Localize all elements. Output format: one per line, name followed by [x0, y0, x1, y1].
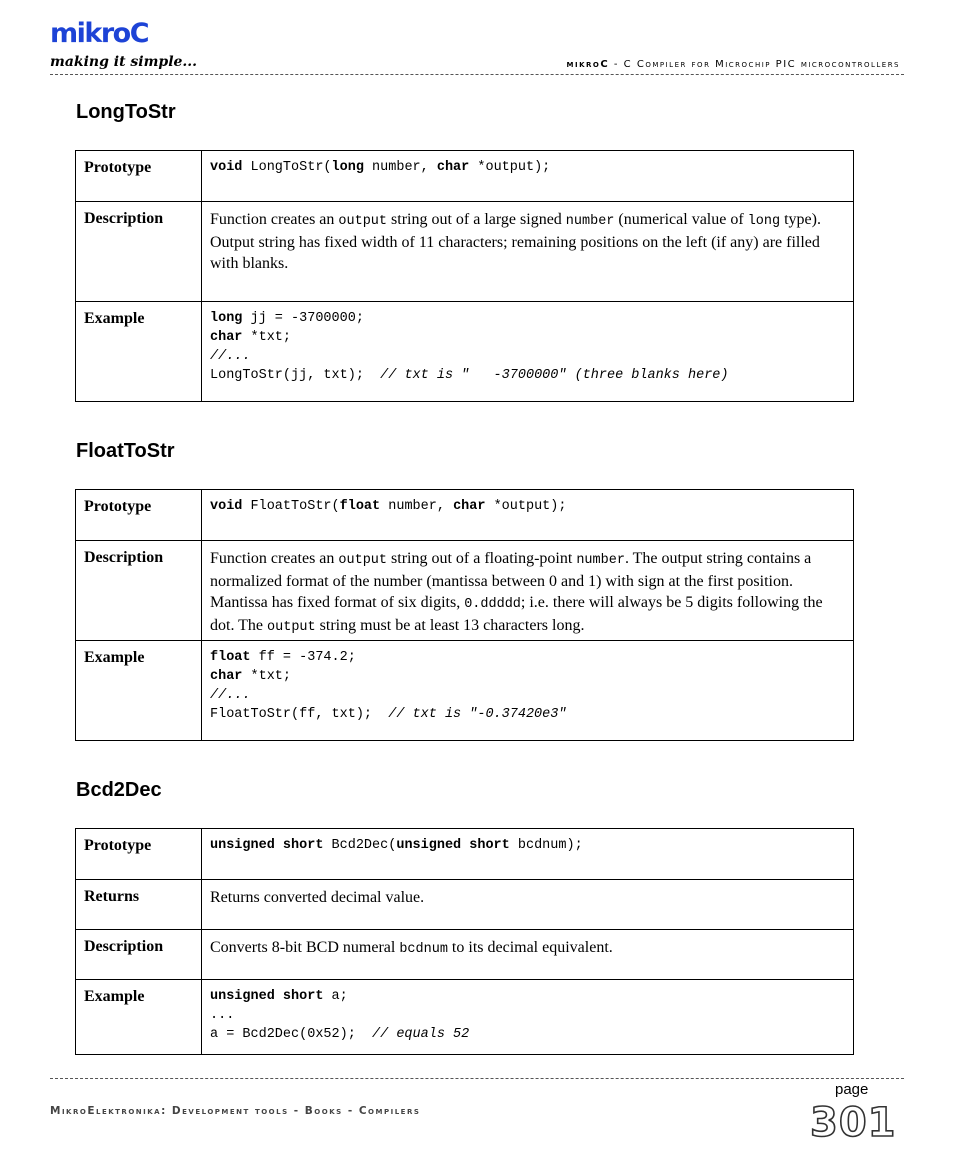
row-label: Description: [76, 541, 202, 641]
code-block: [210, 497, 845, 516]
page-number: 301: [810, 1100, 897, 1146]
description-text: Function creates an: [210, 550, 339, 567]
code-text: *txt;: [242, 330, 292, 345]
inline-code: bcdnum: [399, 942, 448, 957]
row-label: Example: [76, 980, 202, 1055]
code-comment: // equals 52: [372, 1027, 470, 1042]
prototype-cell: [202, 490, 854, 541]
code-text: number,: [363, 160, 437, 175]
section-title-longtostr: LongToStr: [76, 101, 176, 123]
inline-code: output: [338, 214, 388, 229]
description-text: Function creates an: [210, 211, 339, 228]
code-keyword: void: [210, 499, 243, 514]
header-title: [567, 60, 900, 70]
code-block: [210, 648, 845, 724]
example-cell: [202, 641, 854, 741]
description-text: Converts 8-bit BCD numeral: [210, 939, 400, 956]
code-text: LongToStr(: [242, 160, 332, 175]
row-label: Description: [76, 930, 202, 980]
code-keyword: char: [210, 669, 243, 684]
returns-cell: [202, 880, 854, 930]
bcd2dec-table: [75, 828, 854, 1055]
description-cell: [202, 930, 854, 980]
code-text: number,: [380, 499, 454, 514]
code-block: [210, 987, 845, 1044]
footer-text: MikroElektronika: Development tools - Books - Compilers: [50, 1105, 421, 1117]
description-cell: [202, 202, 854, 302]
tagline: making it simple...: [50, 54, 198, 70]
code-block: [210, 836, 845, 855]
section-title-bcd2dec: Bcd2Dec: [76, 779, 162, 801]
code-block: [210, 158, 845, 177]
row-label: Prototype: [76, 829, 202, 880]
code-comment: // txt is "-0.37420e3": [388, 707, 567, 722]
code-text: ...: [210, 1008, 235, 1023]
description-text: . The output string contains a normalized format of the number (mantissa between 0 and 1) with sign at the first position. Mantissa has fixed format of six digits,: [210, 550, 812, 611]
code-text: Bcd2Dec(: [323, 838, 397, 853]
code-text: ff = -374.2;: [250, 650, 356, 665]
mikroc-logo: mikroC: [50, 18, 149, 49]
row-label: Returns: [76, 880, 202, 930]
description-text: string out of a large signed: [387, 211, 566, 228]
code-keyword: float: [339, 499, 381, 514]
floattostr-table: [75, 489, 854, 741]
description-cell: [202, 541, 854, 641]
page-label: page: [835, 1081, 869, 1098]
code-keyword: char: [453, 499, 486, 514]
code-keyword: void: [210, 160, 243, 175]
example-cell: [202, 980, 854, 1055]
code-comment: //...: [210, 688, 251, 703]
code-comment: //...: [210, 349, 251, 364]
row-label: Example: [76, 302, 202, 402]
example-cell: [202, 302, 854, 402]
header-divider: [50, 74, 904, 75]
description-text: to its decimal equivalent.: [447, 939, 613, 956]
header-title-brand: mikroC: [566, 59, 610, 70]
code-text: *output);: [469, 160, 551, 175]
description-text: Returns converted decimal value.: [210, 889, 425, 906]
code-text: jj = -3700000;: [242, 311, 364, 326]
code-text: LongToStr(jj, txt);: [210, 368, 381, 383]
code-text: bcdnum);: [509, 838, 583, 853]
inline-code: output: [338, 553, 388, 568]
code-text: FloatToStr(: [242, 499, 340, 514]
prototype-cell: [202, 151, 854, 202]
inline-code: 0.ddddd: [464, 597, 521, 612]
code-text: a = Bcd2Dec(0x52);: [210, 1027, 373, 1042]
code-block: [210, 309, 845, 385]
row-label: Prototype: [76, 490, 202, 541]
description-text: type). Output string has fixed width of 11 characters; remaining positions on the left (if any) are filled with blanks.: [210, 211, 821, 272]
row-label: Prototype: [76, 151, 202, 202]
code-keyword: char: [436, 160, 470, 175]
description-text: (numerical value of: [614, 211, 748, 228]
code-keyword: unsigned short: [210, 838, 324, 853]
description-text: string out of a floating-point: [387, 550, 577, 567]
inline-code: number: [576, 553, 625, 568]
code-keyword: long: [331, 160, 364, 175]
code-keyword: char: [210, 330, 243, 345]
row-label: Description: [76, 202, 202, 302]
code-text: FloatToStr(ff, txt);: [210, 707, 389, 722]
longtostr-table: [75, 150, 854, 402]
row-label: Example: [76, 641, 202, 741]
code-keyword: long: [210, 311, 243, 326]
code-text: *txt;: [242, 669, 292, 684]
code-text: *output);: [485, 499, 567, 514]
code-keyword: unsigned short: [210, 989, 324, 1004]
prototype-cell: [202, 829, 854, 880]
inline-code: long: [747, 214, 781, 229]
code-comment: // txt is " -3700000" (three blanks here): [380, 368, 729, 383]
description-text: string must be at least 13 characters long.: [315, 617, 585, 634]
footer-divider: [50, 1078, 904, 1079]
description-text: ; i.e. there will always be 5 digits following the dot. The: [210, 594, 823, 634]
inline-code: output: [267, 620, 316, 635]
code-text: a;: [323, 989, 348, 1004]
inline-code: number: [565, 214, 615, 229]
section-title-floattostr: FloatToStr: [76, 440, 175, 462]
code-keyword: unsigned short: [396, 838, 510, 853]
code-keyword: float: [210, 650, 251, 665]
header-title-rest: - C Compiler for Microchip PIC microcontrollers: [609, 59, 900, 70]
